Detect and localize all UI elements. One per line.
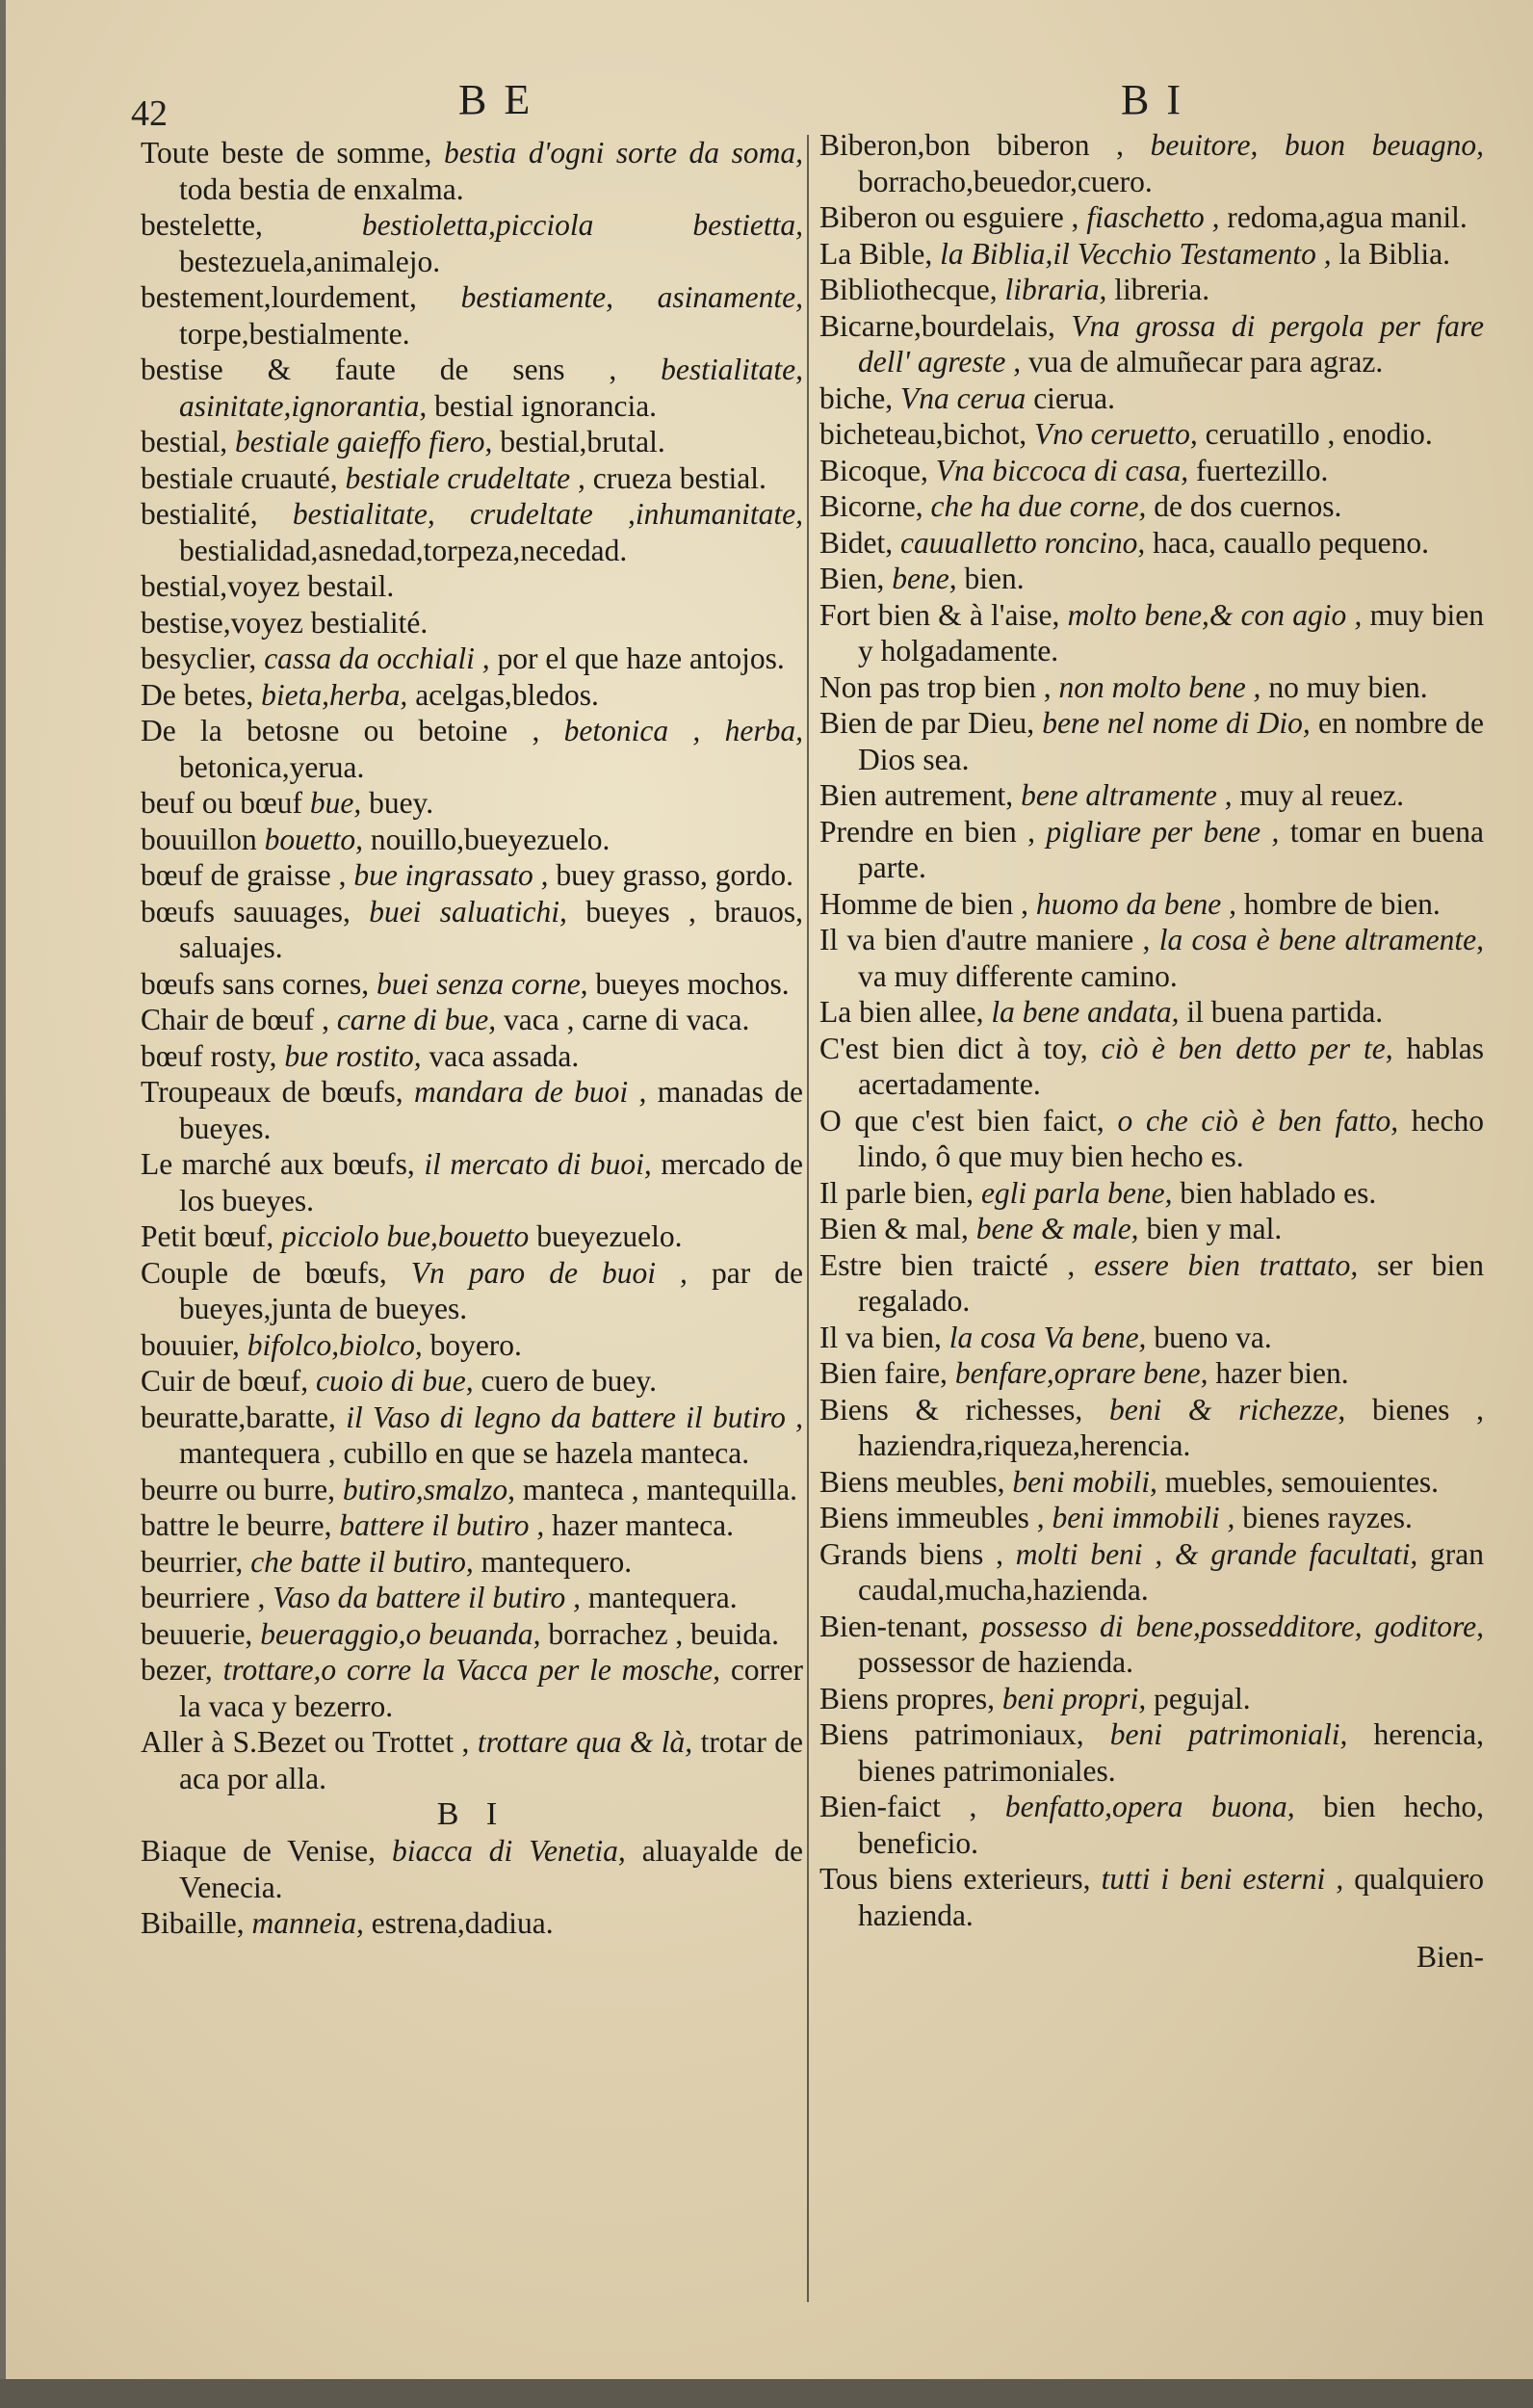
dictionary-entry <box>819 1861 1484 1933</box>
dictionary-entry <box>819 199 1484 236</box>
entry-spanish: toda bestia de enxalma. <box>179 171 464 206</box>
entry-french: bestial, <box>141 425 228 458</box>
dictionary-entry <box>141 1724 803 1796</box>
entry-french: bouuillon <box>141 822 257 856</box>
dictionary-entry <box>141 1580 803 1616</box>
dictionary-entry <box>141 1616 803 1653</box>
dictionary-entry <box>141 1146 803 1218</box>
dictionary-entry <box>141 966 803 1003</box>
entry-french: bestise & faute de sens , <box>141 353 617 386</box>
entry-french: Bien, <box>819 562 885 595</box>
entry-italian: Vn paro de buoi , <box>410 1255 688 1290</box>
entry-french: bezer, <box>141 1653 213 1687</box>
entry-spanish: gran caudal,mucha,hazienda. <box>858 1536 1485 1607</box>
entry-italian: il mercato di buoi, <box>424 1147 652 1181</box>
dictionary-entry <box>141 1400 803 1472</box>
entry-french: Aller à S.Bezet ou Trottet , <box>141 1725 470 1759</box>
entry-french: Fort bien & à l'aise, <box>819 597 1060 632</box>
entry-italian: cauualletto roncino, <box>900 525 1146 560</box>
entry-spanish: par de bueyes,junta de bueyes. <box>179 1255 804 1325</box>
dictionary-entry <box>819 814 1484 886</box>
entry-italian: bue rostito, <box>284 1038 422 1073</box>
entry-spanish: torpe,bestialmente. <box>179 316 410 351</box>
dictionary-entry <box>819 1536 1484 1609</box>
dictionary-entry <box>819 1355 1484 1392</box>
entry-spanish: cuero de buey. <box>481 1364 657 1398</box>
entry-italian: fiaschetto , <box>1086 200 1220 234</box>
entry-italian: possesso di bene,possedditore, goditore, <box>980 1609 1484 1643</box>
entry-spanish: mantequero. <box>481 1544 633 1579</box>
entry-italian: bene & male, <box>975 1212 1139 1245</box>
entry-spanish: ceruatillo , enodio. <box>1205 417 1433 451</box>
entry-spanish: il buena partida. <box>1186 995 1384 1029</box>
entry-spanish: bien hecho, beneficio. <box>858 1790 1484 1860</box>
entry-french: Biens immeubles , <box>819 1501 1045 1534</box>
entry-italian: ciò è ben detto per te, <box>1101 1031 1393 1065</box>
entry-italian: egli parla bene, <box>980 1175 1173 1210</box>
entry-french: beurre ou burre, <box>141 1472 336 1506</box>
entry-italian: pigliare per bene , <box>1046 814 1280 849</box>
entry-spanish: no muy bien. <box>1268 669 1428 704</box>
dictionary-entry <box>819 669 1484 706</box>
entry-french: Il parle bien, <box>819 1175 974 1210</box>
entry-spanish: de dos cuernos. <box>1154 489 1342 523</box>
entry-french: bœufs sauuages, <box>141 894 351 929</box>
entry-french: Prendre en bien , <box>819 814 1035 849</box>
dictionary-entry <box>141 1074 803 1146</box>
entry-spanish: bienes , haziendra,riqueza,herencia. <box>858 1392 1485 1462</box>
entry-french: bœufs sans cornes, <box>141 966 370 1001</box>
entry-french: Estre bien traicté , <box>819 1247 1076 1282</box>
dictionary-entry <box>141 605 803 641</box>
entry-italian: il Vaso di legno da battere il butiro , <box>346 1400 804 1434</box>
entry-italian: buei saluatichi, <box>369 894 567 929</box>
entry-spanish: mercado de los bueyes. <box>179 1147 804 1217</box>
entry-spanish: herencia, bienes patrimoniales. <box>858 1717 1485 1788</box>
right-entries <box>819 127 1484 1933</box>
dictionary-entry <box>819 453 1484 489</box>
scan-background <box>0 2379 1533 2408</box>
entry-french: Il va bien d'autre maniere , <box>819 923 1151 956</box>
entry-french: bouuier, <box>141 1327 240 1362</box>
dictionary-entry <box>819 705 1484 777</box>
entry-spanish: hazer bien. <box>1215 1356 1349 1390</box>
entry-spanish: possessor de hazienda. <box>858 1645 1134 1679</box>
dictionary-entry <box>819 561 1484 597</box>
entry-spanish: en nombre de Dios sea. <box>858 706 1485 776</box>
dictionary-entry <box>141 1507 803 1544</box>
dictionary-entry <box>819 1392 1484 1464</box>
entry-french: biche, <box>819 380 894 415</box>
entry-spanish: bestezuela,animalejo. <box>179 244 441 278</box>
entry-french: Bibaille, <box>141 1906 245 1940</box>
dictionary-entry <box>141 1472 803 1508</box>
entry-french: Petit bœuf, <box>141 1219 274 1253</box>
entry-spanish: bienes rayzes. <box>1242 1501 1413 1534</box>
right-column <box>819 127 1484 1976</box>
entry-french: beuratte,baratte, <box>141 1400 336 1434</box>
entry-spanish: bien hablado es. <box>1180 1175 1377 1210</box>
entry-french: Biaque de Venise, <box>141 1834 377 1868</box>
entry-spanish: libreria. <box>1114 273 1210 306</box>
entry-italian: Vna biccoca di casa, <box>935 453 1189 487</box>
entry-french: Biens meubles, <box>819 1464 1005 1499</box>
dictionary-page <box>6 0 1533 2379</box>
dictionary-entry <box>819 127 1484 199</box>
dictionary-entry <box>141 207 803 279</box>
entry-french: De betes, <box>141 677 254 712</box>
entry-french: bestial,voyez bestail. <box>141 569 395 603</box>
entry-french: Biens & richesses, <box>819 1392 1083 1426</box>
dictionary-entry <box>141 1038 803 1075</box>
entry-spanish: bueyes mochos. <box>595 966 790 1001</box>
dictionary-entry <box>141 713 803 785</box>
entry-italian: la cosa Va bene, <box>948 1320 1147 1354</box>
entry-italian: buei senza corne, <box>376 966 588 1001</box>
entry-italian: bestialitate, crudeltate ,inhumanitate, <box>292 497 803 531</box>
entry-french: beuuerie, <box>141 1616 253 1651</box>
left-entries-after <box>141 1833 803 1942</box>
entry-italian: bene altramente , <box>1021 778 1233 812</box>
entry-italian: beni & richezze, <box>1108 1392 1346 1426</box>
dictionary-entry <box>819 416 1484 453</box>
entry-italian: molti beni , & grande facultati, <box>1015 1536 1418 1571</box>
entry-italian: beni immobili , <box>1052 1501 1235 1534</box>
entry-italian: Vno ceruetto, <box>1034 417 1198 451</box>
entry-italian: betonica , herba, <box>563 714 803 747</box>
entry-spanish: buey. <box>369 786 434 820</box>
entry-italian: bene, <box>892 562 957 595</box>
dictionary-entry <box>819 886 1484 923</box>
entry-french: La bien allee, <box>819 995 984 1029</box>
entry-spanish: betonica,yerua. <box>179 749 365 784</box>
entry-italian: bifolco,biolco, <box>247 1327 423 1362</box>
entry-italian: Vaso da battere il butiro , <box>273 1581 581 1614</box>
entry-french: Bien-faict , <box>819 1790 977 1823</box>
entry-spanish: aluayalde de Venecia. <box>179 1834 804 1904</box>
entry-italian: trottare,o corre la Vacca per le mosche, <box>222 1653 720 1687</box>
entry-french: Grands biens , <box>819 1536 1003 1571</box>
dictionary-entry <box>141 641 803 677</box>
entry-spanish: manteca , mantequilla. <box>522 1472 798 1506</box>
dictionary-entry <box>819 777 1484 814</box>
entry-french: bestement,lourdement, <box>141 280 417 314</box>
dictionary-entry <box>141 424 803 460</box>
entry-spanish: pegujal. <box>1154 1681 1251 1715</box>
dictionary-entry <box>819 1247 1484 1320</box>
entry-italian: bestiamente, asinamente, <box>460 280 803 314</box>
entry-spanish: hablas acertadamente. <box>858 1031 1484 1101</box>
entry-french: Bien-tenant, <box>819 1609 969 1643</box>
entry-french: Biens propres, <box>819 1681 995 1715</box>
dictionary-entry <box>141 857 803 894</box>
entry-french: Biberon ou esguiere , <box>819 200 1079 234</box>
entry-french: bestise,voyez bestialité. <box>141 605 429 640</box>
entry-spanish: hecho lindo, ô que muy bien hecho es. <box>858 1103 1485 1173</box>
entry-spanish: bueno va. <box>1154 1320 1272 1354</box>
entry-french: Biberon,bon biberon , <box>819 128 1124 162</box>
entry-italian: bue ingrassato , <box>353 858 549 892</box>
entry-french: Bidet, <box>819 525 894 560</box>
dictionary-entry <box>141 1218 803 1255</box>
entry-french: C'est bien dict à toy, <box>819 1031 1088 1065</box>
entry-french: Cuir de bœuf, <box>141 1364 309 1398</box>
entry-italian: beni patrimoniali, <box>1109 1717 1348 1751</box>
entry-french: Bicorne, <box>819 489 923 523</box>
dictionary-entry <box>819 380 1484 417</box>
entry-spanish: estrena,dadiua. <box>371 1906 554 1940</box>
entry-french: Couple de bœufs, <box>141 1255 387 1290</box>
dictionary-entry <box>819 597 1484 669</box>
entry-italian: beni mobili, <box>1012 1464 1157 1499</box>
dictionary-entry <box>819 1500 1484 1536</box>
entry-french: Bien de par Dieu, <box>819 706 1035 740</box>
entry-spanish: redoma,agua manil. <box>1227 200 1468 234</box>
entry-spanish: acelgas,bledos. <box>415 677 599 712</box>
entry-spanish: bueyezuelo. <box>536 1219 683 1253</box>
entry-spanish: vaca assada. <box>429 1038 580 1073</box>
entry-french: O que c'est bien faict, <box>819 1103 1104 1138</box>
entry-italian: mandara de buoi , <box>413 1075 647 1109</box>
dictionary-entry <box>141 460 803 497</box>
entry-spanish: haca, cauallo pequeno. <box>1153 525 1430 560</box>
dictionary-entry <box>141 822 803 858</box>
dictionary-entry <box>819 1716 1484 1789</box>
page-number: 42 <box>131 93 168 134</box>
entry-italian: beueraggio,o beuanda, <box>260 1616 541 1651</box>
entry-french: Chair de bœuf , <box>141 1003 329 1036</box>
entry-spanish: vaca , carne di vaca. <box>504 1003 750 1036</box>
entry-french: bœuf rosty, <box>141 1038 277 1073</box>
entry-spanish: trotar de aca por alla. <box>179 1725 803 1795</box>
entry-italian: bestiale crudeltate , <box>345 460 585 495</box>
entry-italian: Vna grossa di pergola per fare dell' agreste , <box>858 308 1484 379</box>
entry-italian: la cosa è bene altramente, <box>1158 923 1484 956</box>
entry-french: Tous biens exterieurs, <box>819 1862 1091 1896</box>
entry-italian: bestiale gaieffo fiero, <box>234 425 493 458</box>
dictionary-entry <box>141 1002 803 1038</box>
entry-spanish: vua de almuñecar para agraz. <box>1028 345 1384 379</box>
entry-spanish: ser bien regalado. <box>858 1247 1485 1318</box>
entry-italian: biacca di Venetia, <box>391 1834 626 1868</box>
entry-italian: cuoio di bue, <box>315 1364 474 1398</box>
entry-french: Troupeaux de bœufs, <box>141 1075 403 1109</box>
entry-italian: tutti i beni esterni , <box>1101 1862 1344 1896</box>
dictionary-entry <box>141 1327 803 1364</box>
entry-spanish: hombre de bien. <box>1243 886 1441 921</box>
entry-italian: la Biblia,il Vecchio Testamento , <box>940 236 1332 271</box>
entry-spanish: tomar en buena parte. <box>858 814 1485 884</box>
dictionary-entry <box>819 1789 1484 1861</box>
dictionary-entry <box>141 135 803 207</box>
entry-french: beurriere , <box>141 1581 266 1614</box>
entry-spanish: correr la vaca y bezerro. <box>179 1653 803 1723</box>
entry-french: De la betosne ou betoine , <box>141 714 540 747</box>
entry-spanish: por el que haze antojos. <box>497 641 785 675</box>
entry-italian: bestia d'ogni sorte da soma, <box>444 136 803 170</box>
dictionary-entry <box>819 1464 1484 1501</box>
entry-french: Bicoque, <box>819 453 928 487</box>
entry-spanish: mantequera. <box>587 1581 738 1614</box>
entry-spanish: cierua. <box>1033 380 1115 415</box>
dictionary-entry <box>819 488 1484 525</box>
entry-spanish: borracho,beuedor,cuero. <box>858 164 1153 198</box>
entry-spanish: bestial,brutal. <box>500 425 665 458</box>
entry-spanish: bestial ignorancia. <box>434 388 658 423</box>
entry-italian: huomo da bene , <box>1035 886 1237 921</box>
entry-french: Bien faire, <box>819 1356 948 1390</box>
entry-italian: beni propri, <box>1001 1681 1147 1715</box>
entry-french: La Bible, <box>819 236 933 271</box>
entry-french: Bicarne,bourdelais, <box>819 308 1055 343</box>
entry-italian: molto bene,& con agio , <box>1067 597 1363 632</box>
entry-italian: manneia, <box>251 1906 364 1940</box>
section-heading: B I <box>436 1796 507 1832</box>
dictionary-entry <box>819 1320 1484 1356</box>
entry-spanish: hazer manteca. <box>552 1508 735 1542</box>
dictionary-entry <box>819 1681 1484 1717</box>
entry-french: bestialité, <box>141 497 258 531</box>
entry-italian: bieta,herba, <box>261 677 408 712</box>
left-entries <box>141 135 803 1796</box>
entry-french: beuf ou bœuf <box>141 786 302 820</box>
entry-spanish: crueza bestial. <box>592 460 766 495</box>
entry-french: Bien & mal, <box>819 1212 969 1245</box>
dictionary-entry <box>141 496 803 568</box>
entry-french: Bien autrement, <box>819 778 1014 812</box>
entry-italian: picciolo bue,bouetto <box>281 1219 530 1253</box>
entry-french: Bibliothecque, <box>819 273 998 306</box>
entry-french: bœuf de graisse , <box>141 858 347 892</box>
entry-italian: libraria, <box>1004 273 1107 306</box>
entry-italian: bestialitate, asinitate,ignorantia, <box>179 353 804 423</box>
dictionary-entry <box>819 308 1484 380</box>
entry-french: Il va bien, <box>819 1320 942 1354</box>
entry-italian: la bene andata, <box>991 995 1180 1029</box>
entry-french: besyclier, <box>141 641 257 675</box>
entry-italian: bene nel nome di Dio, <box>1042 706 1311 740</box>
entry-italian: butiro,smalzo, <box>342 1472 516 1506</box>
entry-spanish: borrachez , beuida. <box>548 1616 780 1651</box>
entry-spanish: boyero. <box>429 1327 522 1362</box>
dictionary-entry <box>819 236 1484 273</box>
dictionary-entry <box>141 1905 803 1942</box>
entry-spanish: muy al reuez. <box>1239 778 1405 812</box>
dictionary-entry <box>141 677 803 714</box>
dictionary-entry <box>819 1175 1484 1212</box>
entry-italian: battere il butiro , <box>339 1508 545 1542</box>
dictionary-entry <box>141 1652 803 1724</box>
dictionary-entry <box>819 1031 1484 1103</box>
entry-italian: che batte il butiro, <box>250 1544 474 1579</box>
entry-italian: cassa da occhiali , <box>264 641 490 675</box>
dictionary-entry <box>819 922 1484 994</box>
entry-spanish: bien y mal. <box>1146 1212 1283 1245</box>
dictionary-entry <box>141 785 803 822</box>
entry-spanish: mantequera , cubillo en que se hazela manteca. <box>179 1436 750 1470</box>
entry-italian: carne di bue, <box>336 1003 497 1036</box>
entry-spanish: fuertezillo. <box>1196 453 1329 487</box>
running-head-left: BE <box>458 76 548 123</box>
entry-spanish: bestialidad,asnedad,torpeza,necedad. <box>179 533 628 567</box>
dictionary-entry <box>141 894 803 966</box>
entry-italian: o che ciò è ben fatto, <box>1117 1103 1399 1138</box>
entry-italian: bue, <box>309 786 362 820</box>
entry-french: bestiale cruauté, <box>141 460 338 495</box>
dictionary-entry <box>819 1103 1484 1175</box>
entry-french: Homme de bien , <box>819 886 1028 921</box>
entry-italian: bouetto, <box>264 822 364 856</box>
entry-italian: che ha due corne, <box>930 489 1147 523</box>
dictionary-entry <box>141 1255 803 1327</box>
dictionary-entry <box>141 568 803 605</box>
entry-french: Biens patrimoniaux, <box>819 1717 1084 1751</box>
dictionary-entry <box>819 525 1484 562</box>
dictionary-entry <box>141 1544 803 1581</box>
dictionary-entry <box>819 272 1484 308</box>
entry-french: Toute beste de somme, <box>141 136 432 170</box>
catchword: Bien- <box>1416 1940 1484 1974</box>
dictionary-entry <box>141 279 803 352</box>
entry-french: battre le beurre, <box>141 1508 332 1542</box>
entry-spanish: muy bien y holgadamente. <box>858 597 1485 667</box>
entry-spanish: va muy differente camino. <box>858 958 1178 993</box>
entry-italian: Vna cerua <box>899 380 1026 415</box>
dictionary-entry <box>819 1211 1484 1247</box>
entry-spanish: bueyes , brauos, saluajes. <box>179 894 804 964</box>
entry-spanish: buey grasso, gordo. <box>556 858 794 892</box>
entry-spanish: bien. <box>964 562 1025 595</box>
entry-french: bestelette, <box>141 208 263 242</box>
column-divider <box>807 135 809 2302</box>
entry-french: Le marché aux bœufs, <box>141 1147 415 1181</box>
dictionary-entry <box>141 1363 803 1400</box>
entry-italian: non molto bene , <box>1058 669 1261 704</box>
entry-french: beurrier, <box>141 1544 244 1579</box>
entry-french: Non pas trop bien , <box>819 669 1052 704</box>
dictionary-entry <box>819 1609 1484 1681</box>
entry-spanish: nouillo,bueyezuelo. <box>370 822 611 856</box>
entry-spanish: la Biblia. <box>1338 236 1450 271</box>
entry-italian: benfare,oprare bene, <box>954 1356 1208 1390</box>
entry-spanish: qualquiero hazienda. <box>858 1862 1485 1932</box>
left-column <box>141 135 803 1942</box>
entry-italian: essere bien trattato, <box>1094 1247 1359 1282</box>
entry-italian: benfatto,opera buona, <box>1004 1790 1295 1823</box>
entry-italian: trottare qua & là, <box>477 1725 693 1759</box>
running-head-right: BI <box>1121 76 1198 123</box>
entry-spanish: manadas de bueyes. <box>179 1075 803 1145</box>
entry-french: bicheteau,bichot, <box>819 417 1027 451</box>
dictionary-entry <box>819 994 1484 1031</box>
entry-italian: beuitore, buon beuagno, <box>1150 128 1484 162</box>
dictionary-entry <box>141 1833 803 1905</box>
entry-italian: bestioletta,picciola bestietta, <box>361 208 803 242</box>
dictionary-entry <box>141 352 803 424</box>
entry-spanish: muebles, semouientes. <box>1164 1464 1440 1499</box>
